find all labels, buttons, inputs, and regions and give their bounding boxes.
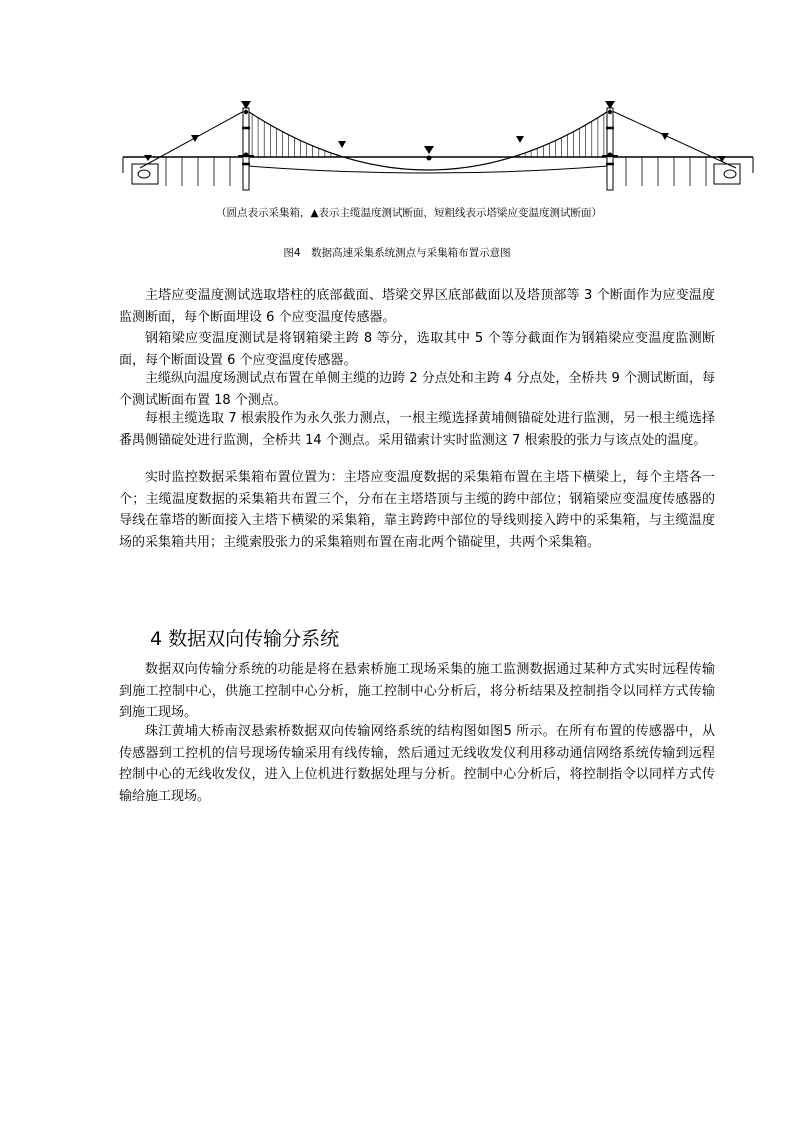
paragraph-tower-strain: 主塔应变温度测试选取塔柱的底部截面、塔梁交界区底部截面以及塔顶部等 3 个断面作为应变温度监测断面，每个断面埋设 6 个应变温度传感器。 — [119, 288, 715, 325]
paragraph-girder-strain: 钢箱梁应变温度测试是将钢箱梁主跨 8 等分，选取其中 5 个等分截面作为钢箱梁应变温度监测断面，每个断面设置 6 个应变温度传感器。 — [119, 331, 715, 368]
paragraph-transmission-function: 数据双向传输分系统的功能是将在悬索桥施工现场采集的施工监测数据通过某种方式实时远程传输到施工控制中心，供施工控制中心分析，施工控制中心分析后，将分析结果及控制指令以同样方式传输到施工现场。 — [119, 662, 715, 720]
paragraph-collection-boxes: 实时监控数据采集箱布置位置为：主塔应变温度数据的采集箱布置在主塔下横梁上，每个主塔各一个；主缆温度数据的采集箱共布置三个，分布在主塔塔顶与主缆的跨中部位；钢箱梁应变温度传感器的导线在靠塔的断面接入主塔下横梁的采集箱，靠主跨跨中部位的导线则接入跨中的采集箱，与主缆温度场的采集箱共用；主缆索股张力的采集箱则布置在南北两个锚碇里，共两个采集箱。 — [119, 470, 715, 550]
figure-legend: （圆点表示采集箱，▲表示主缆温度测试断面，短粗线表示塔梁应变温度测试断面） — [215, 207, 603, 219]
section-heading: 4 数据双向传输分系统 — [150, 628, 340, 650]
figure-caption: 图4 数据高速采集系统测点与采集箱布置示意图 — [283, 247, 511, 259]
paragraph-cable-temperature: 主缆纵向温度场测试点布置在单侧主缆的边跨 2 分点处和主跨 4 分点处，全桥共 9 个测试断面，每个测试断面布置 18 个测点。 — [119, 371, 715, 408]
paragraph-strand-tension: 每根主缆选取 7 根索股作为永久张力测点，一根主缆选择黄埔侧锚碇处进行监测，另一根主缆选择番禺侧锚碇处进行监测，全桥共 14 个测点。采用锚索计实时监测这 7 根索股的张力与该点处的温度。 — [119, 411, 715, 448]
bridge-monitoring-diagram — [118, 98, 758, 198]
paragraph-network-structure: 珠江黄埔大桥南汊悬索桥数据双向传输网络系统的结构图如图5 所示。在所有布置的传感器中，从传感器到工控机的信号现场传输采用有线传输，然后通过无线收发仪利用移动通信网络系统传输到远程控制中心的无线收发仪，进入上位机进行数据处理与分析。控制中心分析后，将控制指令以同样方式传输给施工现场。 — [119, 724, 715, 804]
